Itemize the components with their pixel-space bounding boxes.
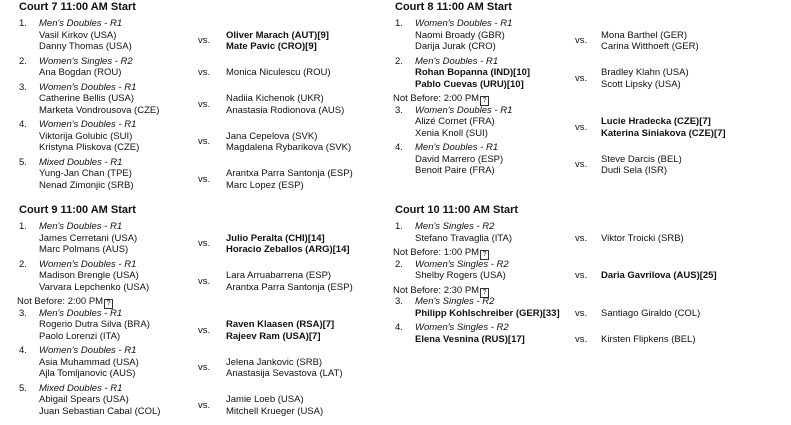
player-name[interactable]: Scott Lipsky (USA) <box>601 78 681 90</box>
event-name: Women's Doubles - R1 <box>415 104 513 116</box>
vs-label: vs. <box>198 238 211 250</box>
player-name[interactable]: Asia Muhammad (USA) <box>39 356 139 368</box>
match-number: 5. <box>19 156 27 168</box>
event-name: Men's Doubles - R1 <box>415 55 499 67</box>
player-name[interactable]: Viktorija Golubic (SUI) <box>39 130 133 142</box>
player-name[interactable]: David Marrero (ESP) <box>415 153 504 165</box>
player-name[interactable]: Arantxa Parra Santonja (ESP) <box>226 281 353 293</box>
event-name: Men's Doubles - R1 <box>415 142 499 153</box>
court-title: Court 9 11:00 AM Start <box>19 204 136 216</box>
player-name[interactable]: Bradley Klahn (USA) <box>601 67 689 78</box>
vs-label: vs. <box>198 67 211 78</box>
player-name[interactable]: Rogerio Dutra Silva (BRA) <box>39 319 150 330</box>
info-icon[interactable]: ? <box>480 96 489 106</box>
court-title: Court 10 11:00 AM Start <box>395 204 519 216</box>
event-name: Men's Doubles - R1 <box>39 18 123 29</box>
not-before-text: Not Before: 2:00 PM <box>17 296 104 307</box>
player-name[interactable]: Marc Polmans (AUS) <box>39 244 129 255</box>
match-number: 3. <box>395 296 403 307</box>
event-name: Mixed Doubles - R1 <box>39 382 123 394</box>
not-before-text: Not Before: 2:30 PM <box>393 284 480 296</box>
not-before-text: Not Before: 2:00 PM <box>393 93 480 104</box>
player-name[interactable]: Ajla Tomljanovic (AUS) <box>39 368 136 379</box>
player-name[interactable]: Shelby Rogers (USA) <box>415 270 506 281</box>
match-number: 3. <box>395 104 403 116</box>
match-number: 5. <box>19 382 27 394</box>
event-name: Women's Doubles - R1 <box>39 258 137 270</box>
player-name[interactable]: Yung-Jan Chan (TPE) <box>39 168 132 179</box>
player-name[interactable]: Raven Klaasen (RSA)[7] <box>226 319 335 330</box>
player-name[interactable]: Anastasija Sevastova (LAT) <box>226 368 343 379</box>
vs-label: vs. <box>198 399 211 411</box>
match-number: 2. <box>19 55 27 67</box>
player-name[interactable]: Jelena Jankovic (SRB) <box>226 356 323 368</box>
event-name: Men's Doubles - R1 <box>39 307 123 319</box>
vs-label: vs. <box>575 307 588 319</box>
vs-label: vs. <box>575 72 588 84</box>
player-name[interactable]: Benoit Paire (FRA) <box>415 165 495 176</box>
not-before-text: Not Before: 1:00 PM <box>393 247 480 258</box>
event-name: Women's Singles - R2 <box>39 55 133 67</box>
match-number: 1. <box>395 221 403 232</box>
vs-label: vs. <box>198 136 211 148</box>
player-name[interactable]: Pablo Cuevas (URU)[10] <box>415 78 524 90</box>
match-number: 4. <box>19 119 27 130</box>
player-name[interactable]: Xenia Knoll (SUI) <box>415 127 488 139</box>
player-name[interactable]: Lara Arruabarrena (ESP) <box>226 270 332 281</box>
player-name[interactable]: Rohan Bopanna (IND)[10] <box>415 67 531 78</box>
match-number: 4. <box>395 142 403 153</box>
player-name[interactable]: Lucie Hradecka (CZE)[7] <box>601 116 711 127</box>
event-name: Women's Doubles - R1 <box>39 345 137 356</box>
player-name[interactable]: Alizé Cornet (FRA) <box>415 116 495 127</box>
event-name: Men's Doubles - R1 <box>39 221 123 232</box>
match-number: 2. <box>395 258 403 270</box>
player-name[interactable]: Daria Gavrilova (AUS)[25] <box>601 270 717 281</box>
player-name[interactable]: Naomi Broady (GBR) <box>415 29 505 41</box>
player-name[interactable]: Kristyna Pliskova (CZE) <box>39 142 140 153</box>
court-title: Court 8 11:00 AM Start <box>395 1 512 13</box>
player-name[interactable]: Catherine Bellis (USA) <box>39 93 135 104</box>
player-name[interactable]: Mitchell Krueger (USA) <box>226 405 324 417</box>
vs-label: vs. <box>198 275 211 287</box>
player-name[interactable]: Julio Peralta (CHI)[14] <box>226 232 325 244</box>
player-name[interactable]: Kirsten Flipkens (BEL) <box>601 333 696 345</box>
player-name[interactable]: Horacio Zeballos (ARG)[14] <box>226 244 350 255</box>
player-name[interactable]: Nenad Zimonjic (SRB) <box>39 179 134 191</box>
player-name[interactable]: Ana Bogdan (ROU) <box>39 67 122 78</box>
match-number: 1. <box>395 18 403 29</box>
player-name[interactable]: Santiago Giraldo (COL) <box>601 307 701 319</box>
vs-label: vs. <box>575 159 588 171</box>
player-name[interactable]: Oliver Marach (AUT)[9] <box>226 29 329 41</box>
event-name: Women's Doubles - R1 <box>39 81 137 93</box>
player-name[interactable]: Madison Brengle (USA) <box>39 270 139 281</box>
player-name[interactable]: Steve Darcis (BEL) <box>601 153 682 165</box>
player-name[interactable]: Stefano Travaglia (ITA) <box>415 232 512 244</box>
player-name[interactable]: Monica Niculescu (ROU) <box>226 67 331 78</box>
player-name[interactable]: Anastasia Rodionova (AUS) <box>226 104 345 116</box>
player-name[interactable]: Dudi Sela (ISR) <box>601 165 667 176</box>
vs-label: vs. <box>575 35 588 47</box>
player-name[interactable]: Varvara Lepchenko (USA) <box>39 281 150 293</box>
info-icon[interactable]: ? <box>480 250 489 260</box>
event-name: Women's Doubles - R1 <box>415 18 513 29</box>
vs-label: vs. <box>575 270 588 281</box>
event-name: Men's Singles - R2 <box>415 296 495 307</box>
match-number: 4. <box>395 322 403 333</box>
vs-label: vs. <box>198 35 211 47</box>
vs-label: vs. <box>575 121 588 133</box>
event-name: Women's Singles - R2 <box>415 322 509 333</box>
player-name[interactable]: Rajeev Ram (USA)[7] <box>226 330 321 342</box>
player-name[interactable]: Jana Cepelova (SVK) <box>226 130 318 142</box>
event-name: Men's Singles - R2 <box>415 221 495 232</box>
player-name[interactable]: Marc Lopez (ESP) <box>226 179 304 191</box>
event-name: Mixed Doubles - R1 <box>39 156 123 168</box>
player-name[interactable]: Nadiia Kichenok (UKR) <box>226 93 324 104</box>
match-number: 2. <box>395 55 403 67</box>
vs-label: vs. <box>575 333 588 345</box>
player-name[interactable]: Juan Sebastian Cabal (COL) <box>39 405 161 417</box>
info-icon[interactable]: ? <box>104 299 113 309</box>
player-name[interactable]: Marketa Vondrousova (CZE) <box>39 104 160 116</box>
vs-label: vs. <box>198 173 211 185</box>
info-icon[interactable]: ? <box>480 288 489 298</box>
player-name[interactable]: Abigail Spears (USA) <box>39 394 129 405</box>
player-name[interactable]: Viktor Troicki (SRB) <box>601 232 684 244</box>
player-name[interactable]: Magdalena Rybarikova (SVK) <box>226 142 352 153</box>
player-name[interactable]: Arantxa Parra Santonja (ESP) <box>226 168 353 179</box>
match-number: 3. <box>19 81 27 93</box>
player-name[interactable]: Philipp Kohlschreiber (GER)[33] <box>415 307 560 319</box>
match-number: 3. <box>19 307 27 319</box>
match-number: 1. <box>19 18 27 29</box>
player-name[interactable]: Vasil Kirkov (USA) <box>39 29 117 41</box>
player-name[interactable]: Carina Witthoeft (GER) <box>601 41 699 52</box>
player-name[interactable]: Danny Thomas (USA) <box>39 41 132 52</box>
player-name[interactable]: Darija Jurak (CRO) <box>415 41 496 52</box>
event-name: Women's Doubles - R1 <box>39 119 137 130</box>
player-name[interactable]: Elena Vesnina (RUS)[17] <box>415 333 525 345</box>
vs-label: vs. <box>198 362 211 374</box>
court-title: Court 7 11:00 AM Start <box>19 1 136 13</box>
match-number: 1. <box>19 221 27 232</box>
vs-label: vs. <box>198 98 211 110</box>
player-name[interactable]: Jamie Loeb (USA) <box>226 394 304 405</box>
player-name[interactable]: James Cerretani (USA) <box>39 232 138 244</box>
vs-label: vs. <box>575 232 588 244</box>
match-number: 4. <box>19 345 27 356</box>
vs-label: vs. <box>198 324 211 336</box>
match-number: 2. <box>19 258 27 270</box>
player-name[interactable]: Katerina Siniakova (CZE)[7] <box>601 127 726 139</box>
event-name: Women's Singles - R2 <box>415 258 509 270</box>
player-name[interactable]: Mona Barthel (GER) <box>601 29 688 41</box>
player-name[interactable]: Paolo Lorenzi (ITA) <box>39 330 121 342</box>
player-name[interactable]: Mate Pavic (CRO)[9] <box>226 41 317 52</box>
